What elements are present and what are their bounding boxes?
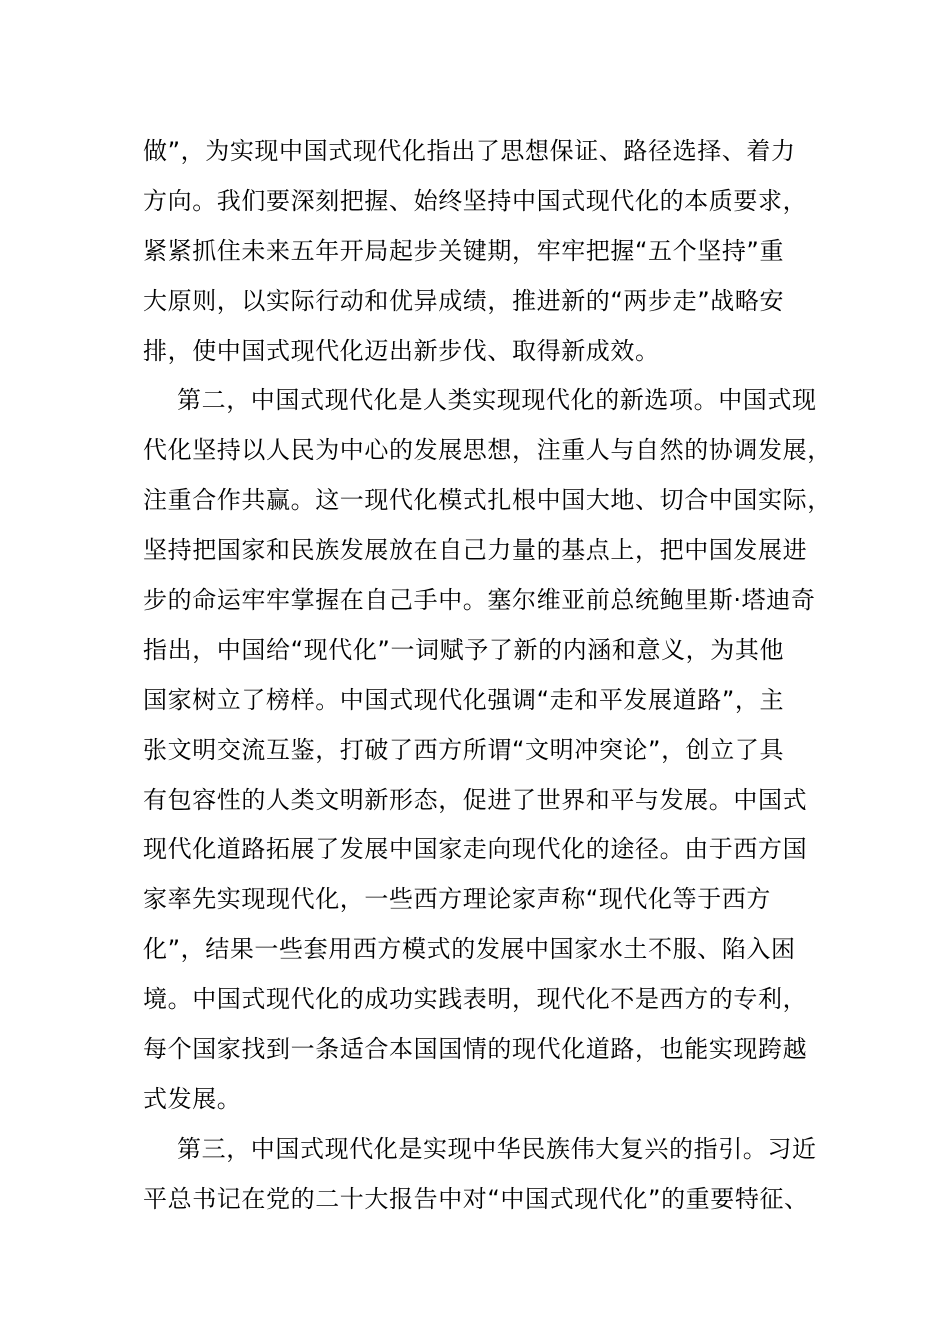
- text-line: 现代化道路拓展了发展中国家走向现代化的途径。由于西方国: [143, 835, 808, 864]
- text-line: 注重合作共赢。这一现代化模式扎根中国大地、切合中国实际，: [143, 486, 832, 515]
- text-line: 紧紧抓住未来五年开局起步关键期，牢牢把握“五个坚持”重: [143, 236, 785, 265]
- text-line: 步的命运牢牢掌握在自己手中。塞尔维亚前总统鲍里斯·塔迪奇: [143, 586, 816, 615]
- paragraph-start-line: 第二，中国式现代化是人类实现现代化的新选项。中国式现: [177, 386, 817, 415]
- text-line: 国家树立了榜样。中国式现代化强调“走和平发展道路”，主: [143, 685, 785, 714]
- text-line: 张文明交流互鉴，打破了西方所谓“文明冲突论”，创立了具: [143, 735, 785, 764]
- text-line: 境。中国式现代化的成功实践表明，现代化不是西方的专利，: [143, 985, 808, 1014]
- text-line: 每个国家找到一条适合本国国情的现代化道路，也能实现跨越: [143, 1035, 808, 1064]
- text-line: 代化坚持以人民为中心的发展思想，注重人与自然的协调发展，: [143, 436, 832, 465]
- text-line: 方向。我们要深刻把握、始终坚持中国式现代化的本质要求，: [143, 186, 808, 215]
- text-line: 平总书记在党的二十大报告中对“中国式现代化”的重要特征、: [143, 1184, 809, 1213]
- text-line: 有包容性的人类文明新形态，促进了世界和平与发展。中国式: [143, 785, 808, 814]
- text-line: 式发展。: [143, 1084, 242, 1113]
- text-line: 做”，为实现中国式现代化指出了思想保证、路径选择、着力: [143, 137, 796, 165]
- text-line: 坚持把国家和民族发展放在自己力量的基点上，把中国发展进: [143, 536, 808, 565]
- text-line: 化”，结果一些套用西方模式的发展中国家水土不服、陷入困: [143, 935, 796, 964]
- text-line: 大原则，以实际行动和优异成绩，推进新的“两步走”战略安: [143, 286, 785, 315]
- body-text: [143, 127, 832, 1225]
- paragraph-start-line: 第三，中国式现代化是实现中华民族伟大复兴的指引。习近: [177, 1134, 817, 1163]
- text-line: 家率先实现现代化，一些西方理论家声称“现代化等于西方: [143, 885, 772, 914]
- text-line: 指出，中国给“现代化”一词赋予了新的内涵和意义，为其他: [143, 635, 785, 664]
- text-line: 排，使中国式现代化迈出新步伐、取得新成效。: [143, 336, 660, 365]
